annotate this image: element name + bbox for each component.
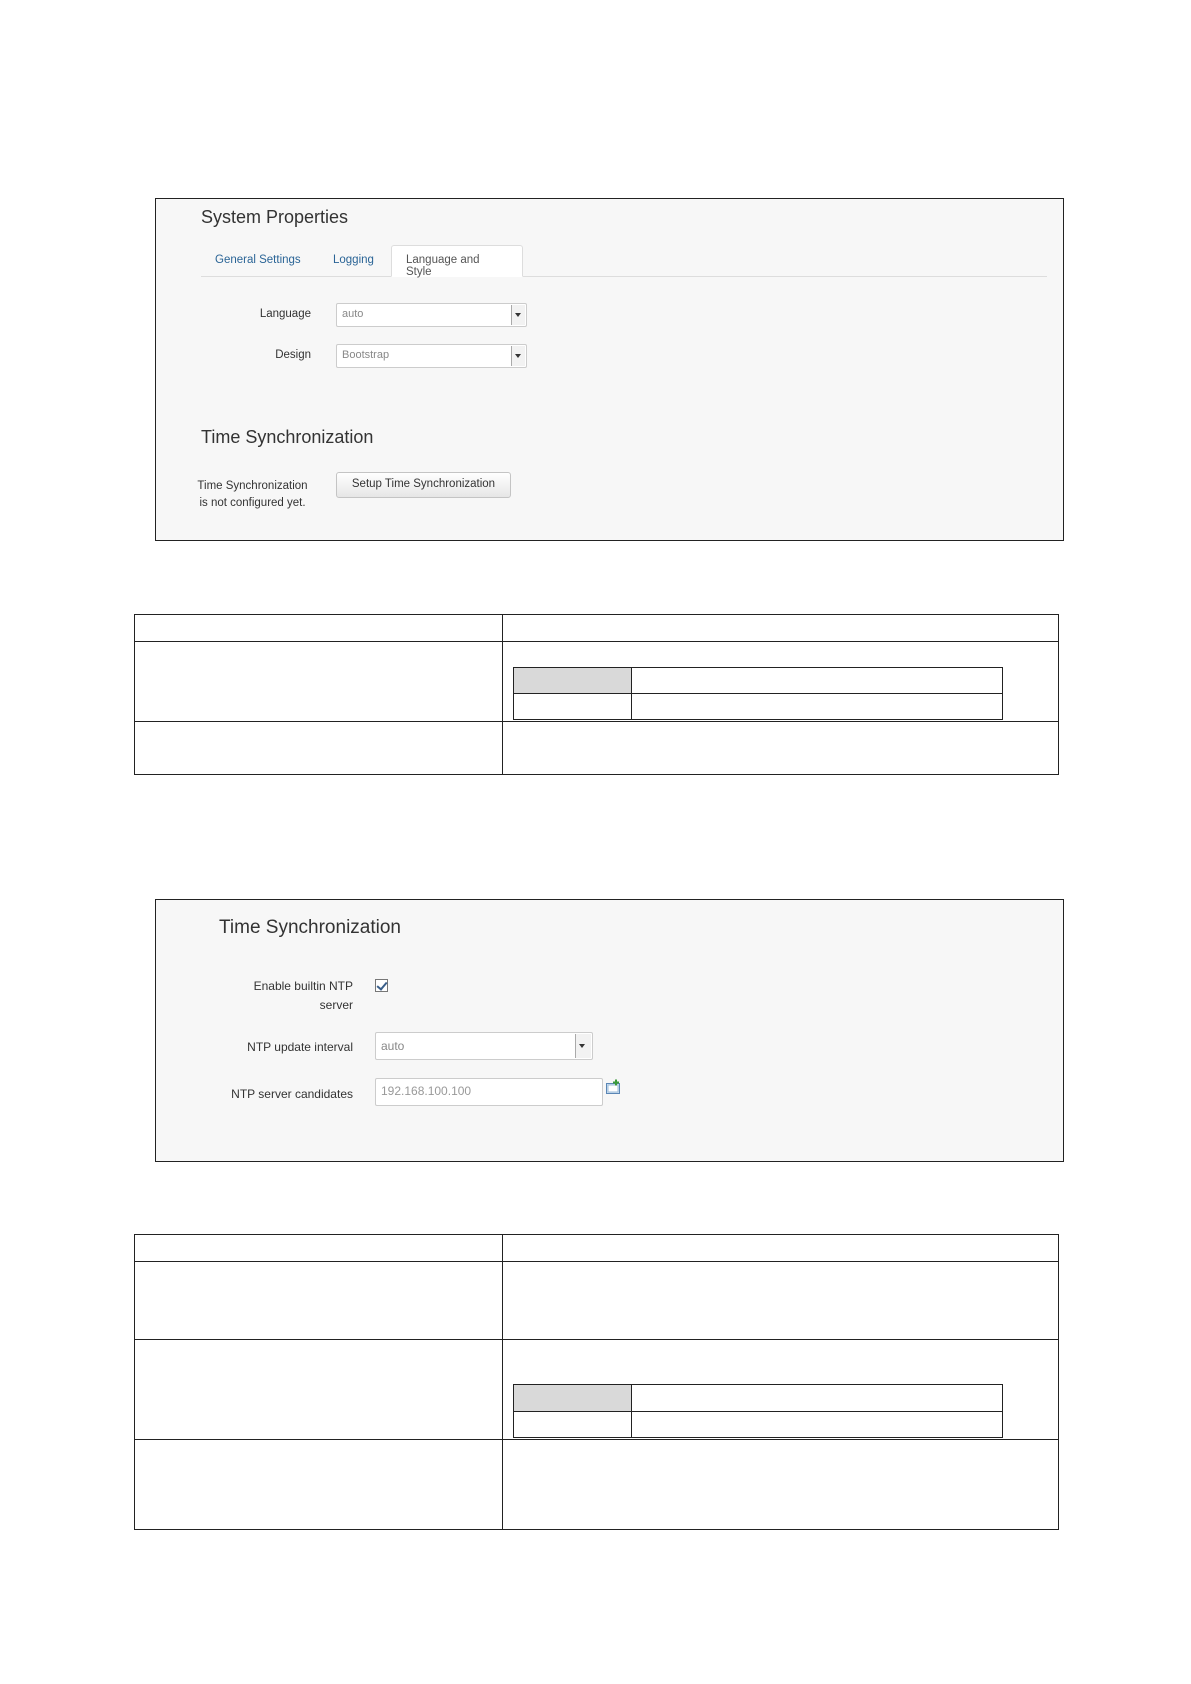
chevron-down-icon xyxy=(575,1034,591,1058)
parameter-table-1 xyxy=(134,614,1059,775)
time-sync-heading: Time Synchronization xyxy=(201,427,374,447)
table-header-cell xyxy=(503,615,1059,642)
time-sync-status-line1: Time Synchronization xyxy=(197,480,308,492)
enable-ntp-label xyxy=(196,977,353,1015)
design-label: Design xyxy=(275,349,311,361)
nested-cell xyxy=(514,1412,632,1438)
ntp-update-interval-select[interactable] xyxy=(375,1032,593,1060)
ntp-server-input[interactable]: 192.168.100.100 xyxy=(375,1078,603,1106)
table-cell xyxy=(135,1440,503,1530)
nested-cell xyxy=(632,694,1003,720)
time-sync-screenshot xyxy=(155,899,1064,1162)
chevron-down-icon xyxy=(511,305,525,325)
nested-header-cell xyxy=(514,668,632,694)
page-title: Time Synchronization xyxy=(219,917,401,938)
nested-cell xyxy=(632,1412,1003,1438)
parameter-table-2 xyxy=(134,1234,1059,1530)
table-cell xyxy=(135,1340,503,1440)
nested-cell xyxy=(632,1385,1003,1412)
nested-cell xyxy=(514,694,632,720)
tab-language-and-style[interactable]: Language and Style xyxy=(391,245,523,277)
language-select[interactable] xyxy=(336,303,527,327)
table-cell xyxy=(503,642,1059,722)
table-cell xyxy=(135,722,503,775)
table-cell xyxy=(503,1340,1059,1440)
ntp-update-interval-label: NTP update interval xyxy=(247,1040,353,1054)
add-entry-icon[interactable] xyxy=(605,1079,621,1095)
table-header-cell xyxy=(135,615,503,642)
nested-table xyxy=(513,667,1003,720)
setup-time-sync-button[interactable]: Setup Time Synchronization xyxy=(336,472,511,498)
nested-table xyxy=(513,1384,1003,1438)
ntp-server-candidates-label: NTP server candidates xyxy=(231,1087,353,1101)
table-header-cell xyxy=(135,1235,503,1262)
table-cell xyxy=(503,1262,1059,1340)
table-cell xyxy=(503,1440,1059,1530)
nested-cell xyxy=(632,668,1003,694)
nested-header-cell xyxy=(514,1385,632,1412)
time-sync-status xyxy=(194,478,311,512)
language-select-value: auto xyxy=(342,308,364,320)
system-properties-screenshot xyxy=(155,198,1064,541)
ntp-update-interval-value: auto xyxy=(381,1039,405,1053)
design-select[interactable] xyxy=(336,344,527,368)
table-cell xyxy=(135,642,503,722)
chevron-down-icon xyxy=(511,346,525,366)
table-cell xyxy=(135,1262,503,1340)
page-title: System Properties xyxy=(201,207,349,227)
time-sync-status-line2: is not configured yet. xyxy=(199,497,306,509)
table-header-cell xyxy=(503,1235,1059,1262)
tabs-divider xyxy=(201,276,1047,277)
enable-ntp-checkbox[interactable] xyxy=(375,979,388,992)
table-cell xyxy=(503,722,1059,775)
tab-logging[interactable]: Logging xyxy=(333,254,374,266)
language-label: Language xyxy=(259,308,311,320)
tab-general-settings[interactable]: General Settings xyxy=(215,254,301,266)
design-select-value: Bootstrap xyxy=(342,349,390,361)
enable-ntp-label-line2: server xyxy=(319,998,353,1012)
enable-ntp-label-line1: Enable builtin NTP xyxy=(253,979,353,993)
